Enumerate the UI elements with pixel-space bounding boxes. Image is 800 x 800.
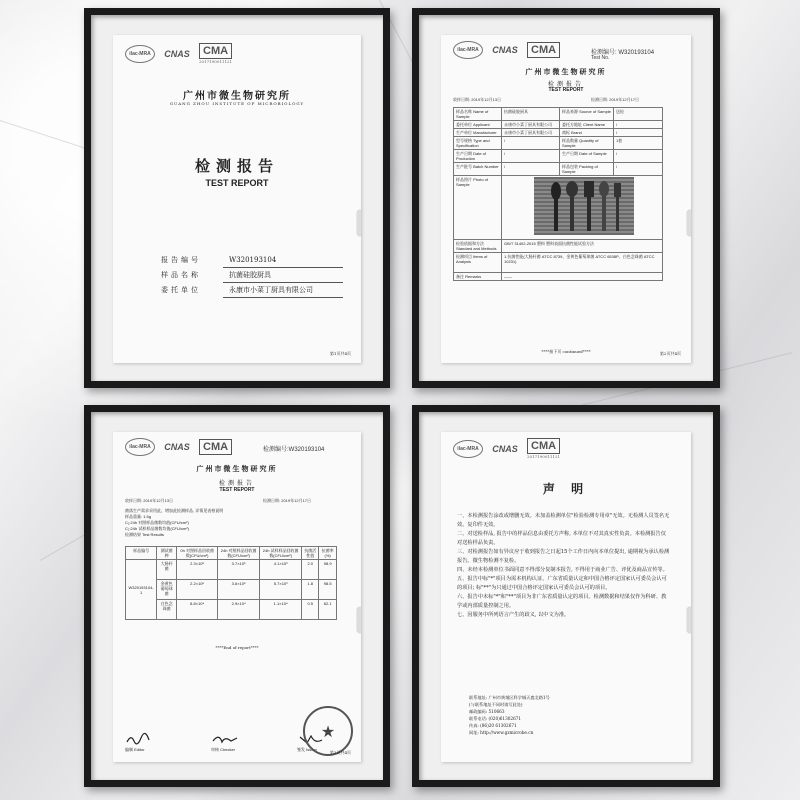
cma-cert-number: 2017190011121 [199,59,233,64]
declaration-items [457,512,671,620]
institute-name-en: GUANG ZHOU INSTITUTE OF MICROBIOLOGY [169,101,305,106]
date-received: 收样日期: 2019年12月13日 [125,498,174,503]
accreditation-logos [453,438,560,459]
report-cover-page [113,35,361,363]
cma-logo: CMA [527,42,560,58]
cma-logo: CMA [199,439,232,455]
report-declaration-page [441,432,691,762]
binding-clip [687,607,691,633]
binding-clip [357,210,361,236]
issuer-signature: 签发 Issuer [297,732,325,753]
table-row: 委托单位 Applicant 永康市小菜丁厨具有限公司 委托方地址 Client Name / [454,121,663,129]
cover-field-report-no: 报告编号 W320193104 [161,253,343,268]
table-row: 白色念珠菌 8.8×10⁴ 2.9×10⁴ 1.1×10⁴ 0.5 62.1 [126,600,337,620]
ilac-mra-logo: ilac-MRA [125,438,155,456]
kitchen-utensils-image [534,177,634,235]
cma-logo: CMA [199,43,232,59]
table-row: 检验依据和方法 Standard and Methods GB/T 31402-2015 塑料 塑料表面抗菌性能试验方法 [454,240,663,253]
frame-sample-info [412,8,720,388]
table-row: 检测项目 Items of Analysis 1.抗菌性能(大肠杆菌 ATCC 8739、金黄色葡萄球菌 ATCC 6538P、白色念珠菌 ATCC 10231) [454,253,663,273]
table-row: 样品图片 Photo of Sample [454,176,663,240]
ilac-mra-logo: ilac-MRA [453,440,483,458]
official-seal: ★ [303,706,353,756]
binding-clip [357,607,361,633]
declaration-item: 二、对送检样品, 报告中的样品信息由委托方声称, 本单位不对其真实性负责。本检测报告仅对送检样品负责。 [457,531,666,546]
table-row: 金黄色葡萄球菌 2.2×10⁵ 3.6×10⁵ 5.7×10³ 1.8 98.5 [126,580,337,600]
end-of-report: ****End of report**** [215,645,259,650]
sample-photo [534,177,634,235]
test-notes: 菌落生产需求采用此、增加此检测样品, 详情见表格说明 样品重量: 1.5g C₁:24h 对照样品菌数均值(CFU/cm²) C₂:24h 试样样品菌数均值(CFU/cm²) 检测结果 Test Results [125,508,224,537]
handwritten-signature [125,732,153,746]
table-row: 生产日期 Date of Production / 生产日期 Date of Sample / [454,150,663,163]
institute-name-cn: 广州市微生物研究所 [183,91,291,102]
declaration-item: 七、因服务中所列语言产生的歧义, 以中文为准。 [457,612,570,618]
test-number: 检测编号: W320193104 [591,50,655,56]
frame-test-results [84,405,390,787]
frame-declaration [412,405,720,787]
results-table [125,546,337,620]
accreditation-logos [453,41,560,59]
binding-clip [687,210,691,236]
table-row: W320193104-1 大肠杆菌 2.3×10⁵ 3.7×10⁵ 4.1×10³ 2.0 98.9 [126,560,337,580]
cnas-logo: CNAS [492,45,518,55]
cnas-logo: CNAS [164,48,190,59]
table-row: 生产单位 Manufacturer 永康市小菜丁厨具有限公司 商标 Brand / [454,129,663,137]
table-row: 型号规格 Type and Specification / 样品数量 Quantity of Sample 1套 [454,137,663,150]
frame-mat [91,15,383,381]
cma-logo: CMA [527,438,560,454]
declaration-item: 四、未经本检测单位书面同意不得部分复制本报告, 不得用于商业广告、评优及商品宣传等。 [457,567,668,573]
declaration-title: 声 明 [542,482,590,496]
handwritten-signature [211,732,239,746]
editor-signature: 编制 Editor [125,732,153,753]
date-analyzed: 检测日期: 2019年12月17日 [591,97,640,102]
checker-signature: 审核 Checker [211,732,239,753]
cma-cert-number: 2017190011121 [527,454,561,459]
date-received: 收样日期: 2019年12月13日 [453,97,502,102]
institute-name-cn: 广州市微生物研究所 [525,67,607,76]
report-title-cn: 检测报告 [194,157,279,175]
report-title-en: TEST REPORT [205,178,269,188]
report-title-cn: 检测报告 [218,480,255,487]
report-title-en: TEST REPORT [219,487,255,493]
cover-field-client: 委托单位 永康市小菜丁厨具有限公司 [161,283,343,298]
cnas-logo: CNAS [492,443,518,454]
declaration-item: 三、对检测报告如有异议应于收到报告之日起15个工作日内向本单位提出, 逾期视为承认检测报告。微生物检测不复检。 [457,549,670,564]
cnas-logo: CNAS [164,442,190,452]
signature-block [125,732,325,753]
accreditation-logos [125,43,232,64]
test-number: 检测编号:W320193104 [263,447,325,453]
table-row: 样品名称 Name of Sample 抗菌硅胶厨具 样品来源 Source of Sample 送检 [454,108,663,121]
declaration-item: 一、本检测报告涂改或增删无效。未加盖检测单位"检验检测专用章"无效。无检测人员签名无效。复印件无效。 [457,513,670,528]
page-number: 第3页共4页 [329,750,351,755]
cover-fields [161,253,343,298]
continued-note: ****接下页 continued**** [541,349,591,354]
table-row: 备注 Remarks —— [454,273,663,281]
contact-info: 联系地址: 广州市黄埔区科学城天鹿北路1号 (与联系地址不同时请写此处) 邮政编码: 510663 联系电话: (020)61302671 传真: (86)20 61302671 网址: http://www.gzmicrobe.cn [469,695,550,735]
declaration-item: 五、报告中标"*"项目为需本机构认证、广东省质量认定和中国合格评定国家认可委员会认可的项目; 标"**"为只通过中国合格评定国家认可委员会认可的项目。 [457,576,667,591]
report-sample-info-page [441,35,691,363]
page-number: 第2页共4页 [659,351,681,356]
table-header-row: 样品编号 测试菌种 0h 对照样品回收菌数(CFU/cm²) 24h 对照样品回收菌数(CFU/cm²) 24h 试样样品回收菌数(CFU/cm²) 抗菌活性值 抗菌率(%) [126,547,337,560]
cover-field-sample-name: 样品名称 抗菌硅胶厨具 [161,268,343,283]
table-row: 生产批号 Batch Number / 样品包装 Packing of Sample / [454,163,663,176]
report-title-cn: 检测报告 [547,81,584,88]
declaration-item: 六、报告中未标"*"和"**"项目为非广东省质量认定的项目。检测数据和结果仅作为科研、教学或内部质量控制之用。 [457,594,667,609]
institute-name-cn: 广州市微生物研究所 [196,464,278,473]
report-title-en: TEST REPORT [548,87,584,93]
frame-cover [84,8,390,388]
test-number-en: Test No. [591,55,610,61]
date-analyzed: 检测日期: 2019年12月17日 [263,498,312,503]
frame-mat [91,412,383,780]
frame-mat [419,412,713,780]
sample-info-table [453,107,663,281]
accreditation-logos [125,438,232,456]
page-number: 第1页共4页 [329,351,351,356]
frame-mat [419,15,713,381]
ilac-mra-logo: ilac-MRA [125,45,155,63]
ilac-mra-logo: ilac-MRA [453,41,483,59]
report-results-page [113,432,361,762]
